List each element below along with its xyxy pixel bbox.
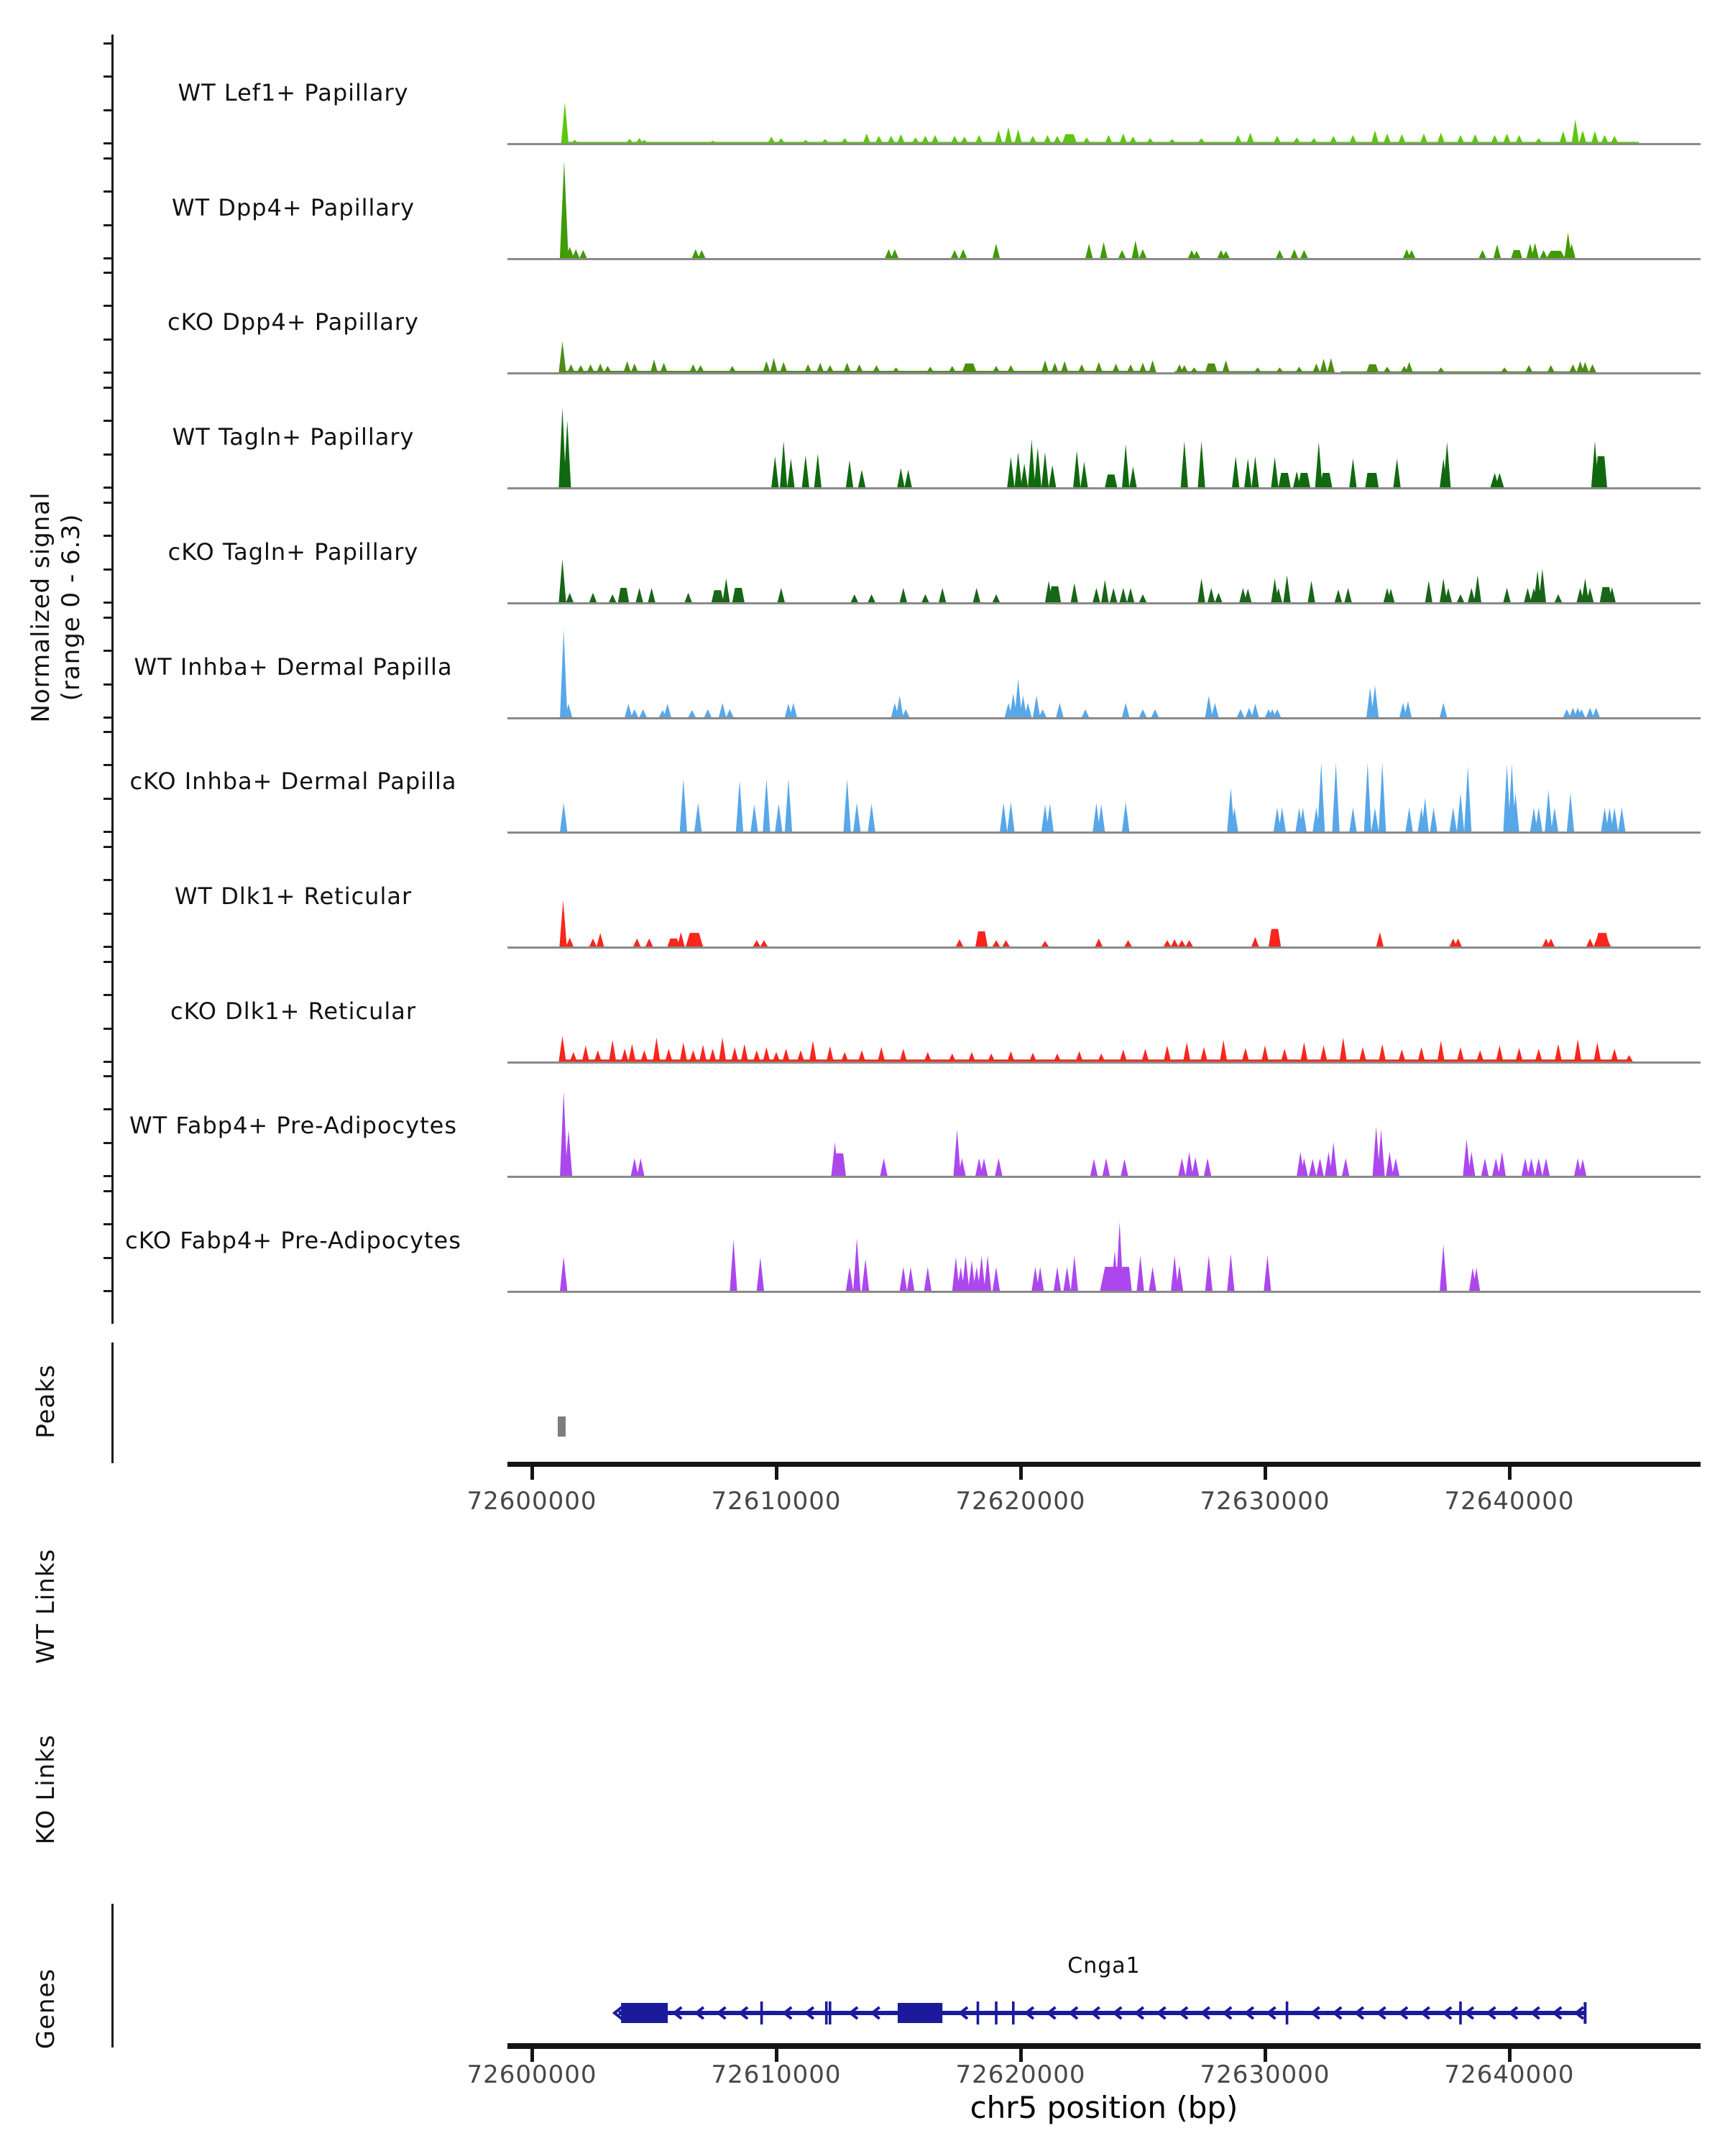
- track-label: WT Lef1+ Papillary: [178, 79, 409, 106]
- upper-genome-axis: [507, 1462, 1701, 1467]
- y-axis-label: [26, 492, 86, 722]
- y-axis-tick: [104, 1190, 113, 1192]
- peak-call-mark: [558, 1416, 566, 1437]
- signal-track-9: [507, 956, 1701, 1064]
- y-axis-tick: [104, 717, 113, 719]
- y-axis-tick: [104, 535, 113, 537]
- y-axis-tick: [104, 1108, 113, 1110]
- y-axis-tick: [104, 846, 113, 848]
- genome-axis-tick: [530, 1467, 534, 1480]
- track-label: cKO Dpp4+ Papillary: [167, 308, 419, 336]
- genome-axis-tick: [1019, 1467, 1023, 1480]
- genome-axis-tick: [1508, 1467, 1512, 1480]
- gene-name-label: Cnga1: [1067, 1953, 1141, 1978]
- y-axis-tick: [104, 257, 113, 259]
- signal-track-2: [507, 152, 1701, 260]
- genes-row-label: Genes: [32, 1968, 60, 2050]
- signal-track-1: [507, 37, 1701, 145]
- y-axis-label-line2: (range 0 - 6.3): [57, 513, 86, 701]
- signal-track-4: [507, 382, 1701, 489]
- y-axis-tick: [104, 157, 113, 160]
- y-axis-tick: [104, 764, 113, 766]
- genome-axis-tick-label: 72610000: [711, 2060, 842, 2089]
- ko-links-row-label: KO Links: [32, 1734, 60, 1845]
- peaks-bracket: [111, 1342, 114, 1463]
- signal-track-11: [507, 1185, 1701, 1293]
- y-axis-tick: [104, 109, 113, 111]
- gene-model-cnga1: [507, 1980, 1701, 2059]
- y-axis-tick: [104, 487, 113, 489]
- track-label: WT Tagln+ Papillary: [172, 423, 415, 451]
- y-axis-tick: [104, 617, 113, 619]
- y-axis-tick: [104, 453, 113, 456]
- y-axis-tick: [104, 1061, 113, 1063]
- signal-track-5: [507, 497, 1701, 604]
- genome-axis-tick-label: 72640000: [1444, 2060, 1575, 2089]
- wt-links-row-label: WT Links: [32, 1548, 60, 1664]
- y-axis-tick: [104, 1175, 113, 1177]
- track-label: cKO Fabp4+ Pre-Adipocytes: [125, 1227, 461, 1254]
- y-axis-tick: [104, 502, 113, 504]
- y-axis-tick: [104, 994, 113, 996]
- y-axis-tick: [104, 683, 113, 686]
- y-axis-tick: [104, 1075, 113, 1077]
- genome-axis-tick-label: 72630000: [1200, 1487, 1330, 1516]
- y-axis-tick: [104, 1142, 113, 1144]
- y-axis-tick: [104, 650, 113, 652]
- y-axis-tick: [104, 731, 113, 733]
- y-axis-tick: [104, 272, 113, 274]
- track-label: WT Fabp4+ Pre-Adipocytes: [129, 1112, 457, 1139]
- signal-track-8: [507, 841, 1701, 949]
- x-axis-title: chr5 position (bp): [970, 2090, 1238, 2125]
- peaks-row-label: Peaks: [32, 1364, 60, 1439]
- y-axis-tick: [104, 420, 113, 422]
- genome-axis-tick-label: 72630000: [1200, 2060, 1330, 2089]
- genome-axis-tick-label: 72640000: [1444, 1487, 1575, 1516]
- y-axis-tick: [104, 387, 113, 389]
- track-label: cKO Tagln+ Papillary: [167, 538, 419, 566]
- genes-bracket: [111, 1904, 114, 2047]
- y-axis-tick: [104, 568, 113, 571]
- y-axis-tick: [104, 338, 113, 341]
- track-label: cKO Inhba+ Dermal Papilla: [129, 768, 457, 795]
- track-label: cKO Dlk1+ Reticular: [170, 998, 417, 1025]
- y-axis-label-line1: Normalized signal: [27, 492, 55, 723]
- track-label: WT Inhba+ Dermal Papilla: [134, 653, 453, 681]
- y-axis-tick: [104, 42, 113, 45]
- track-label: WT Dlk1+ Reticular: [174, 883, 413, 910]
- y-axis-tick: [104, 831, 113, 833]
- genome-axis-tick-label: 72620000: [955, 1487, 1086, 1516]
- genome-axis-tick-label: 72600000: [466, 2060, 597, 2089]
- y-axis-tick: [104, 305, 113, 307]
- genome-axis-tick: [1264, 1467, 1267, 1480]
- y-axis-tick: [104, 961, 113, 963]
- signal-track-7: [507, 726, 1701, 834]
- y-axis-tick: [104, 1290, 113, 1292]
- genome-axis-tick-label: 72600000: [466, 1487, 597, 1516]
- genome-axis-tick-label: 72620000: [955, 2060, 1086, 2089]
- signal-track-6: [507, 612, 1701, 719]
- y-axis-tick: [104, 946, 113, 948]
- track-label: WT Dpp4+ Papillary: [171, 194, 415, 221]
- genome-axis-tick-label: 72610000: [711, 1487, 842, 1516]
- y-axis-tick: [104, 1223, 113, 1225]
- y-axis-tick: [104, 224, 113, 226]
- y-axis-tick: [104, 372, 113, 374]
- y-axis-tick: [104, 879, 113, 881]
- genome-axis-tick: [775, 1467, 778, 1480]
- y-axis-tick: [104, 798, 113, 800]
- y-axis-tick: [104, 602, 113, 604]
- signal-track-3: [507, 267, 1701, 374]
- y-axis-tick: [104, 190, 113, 193]
- y-axis-tick: [104, 913, 113, 915]
- y-axis-tick: [104, 1257, 113, 1259]
- y-axis-tick: [104, 142, 113, 144]
- y-axis-tick: [104, 1028, 113, 1030]
- y-axis-tick: [104, 75, 113, 78]
- signal-track-10: [507, 1070, 1701, 1178]
